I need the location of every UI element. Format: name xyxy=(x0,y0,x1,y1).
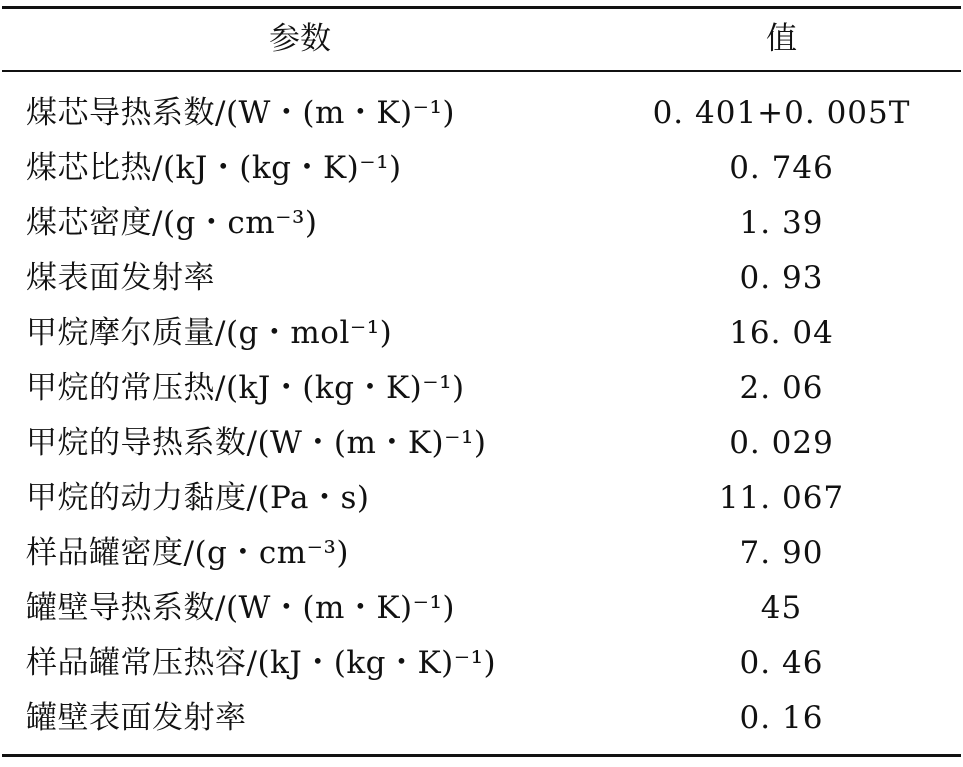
param-cell: 煤表面发射率 xyxy=(26,260,215,296)
value-cell: 0. 16 xyxy=(739,700,824,736)
value-cell: 0. 029 xyxy=(729,425,834,461)
table-body xyxy=(0,86,963,746)
table-row xyxy=(0,526,963,581)
param-cell: 甲烷的动力黏度/(Pa・s) xyxy=(26,480,370,516)
value-cell: 2. 06 xyxy=(739,370,824,406)
header-param: 参数 xyxy=(269,21,331,57)
table-row xyxy=(0,141,963,196)
table-row xyxy=(0,361,963,416)
value-cell: 45 xyxy=(760,590,803,626)
value-cell: 0. 46 xyxy=(739,645,824,681)
table-row xyxy=(0,306,963,361)
table-row xyxy=(0,581,963,636)
value-cell: 7. 90 xyxy=(739,535,824,571)
value-cell: 16. 04 xyxy=(729,315,834,351)
table-row xyxy=(0,86,963,141)
table-header-row xyxy=(0,9,963,70)
value-cell: 0. 93 xyxy=(739,260,824,296)
param-cell: 样品罐密度/(g・cm⁻³) xyxy=(26,535,350,571)
header-value: 值 xyxy=(766,21,797,57)
table-row xyxy=(0,416,963,471)
value-cell: 0. 401+0. 005T xyxy=(652,95,911,131)
table-row xyxy=(0,636,963,691)
param-cell: 罐壁导热系数/(W・(m・K)⁻¹) xyxy=(26,590,456,626)
value-cell: 11. 067 xyxy=(718,480,845,516)
param-cell: 样品罐常压热容/(kJ・(kg・K)⁻¹) xyxy=(26,645,497,681)
param-cell: 煤芯密度/(g・cm⁻³) xyxy=(26,205,318,241)
table-row xyxy=(0,251,963,306)
param-cell: 煤芯比热/(kJ・(kg・K)⁻¹) xyxy=(26,150,402,186)
table-row xyxy=(0,471,963,526)
table-row xyxy=(0,196,963,251)
table-header-rule xyxy=(2,70,961,72)
table-row xyxy=(0,691,963,746)
param-cell: 罐壁表面发射率 xyxy=(26,700,247,736)
value-cell: 1. 39 xyxy=(739,205,824,241)
value-cell: 0. 746 xyxy=(729,150,834,186)
table-bottom-rule xyxy=(2,754,961,757)
param-cell: 甲烷摩尔质量/(g・mol⁻¹) xyxy=(26,315,393,351)
param-cell: 甲烷的常压热/(kJ・(kg・K)⁻¹) xyxy=(26,370,465,406)
param-cell: 煤芯导热系数/(W・(m・K)⁻¹) xyxy=(26,95,456,131)
param-cell: 甲烷的导热系数/(W・(m・K)⁻¹) xyxy=(26,425,487,461)
